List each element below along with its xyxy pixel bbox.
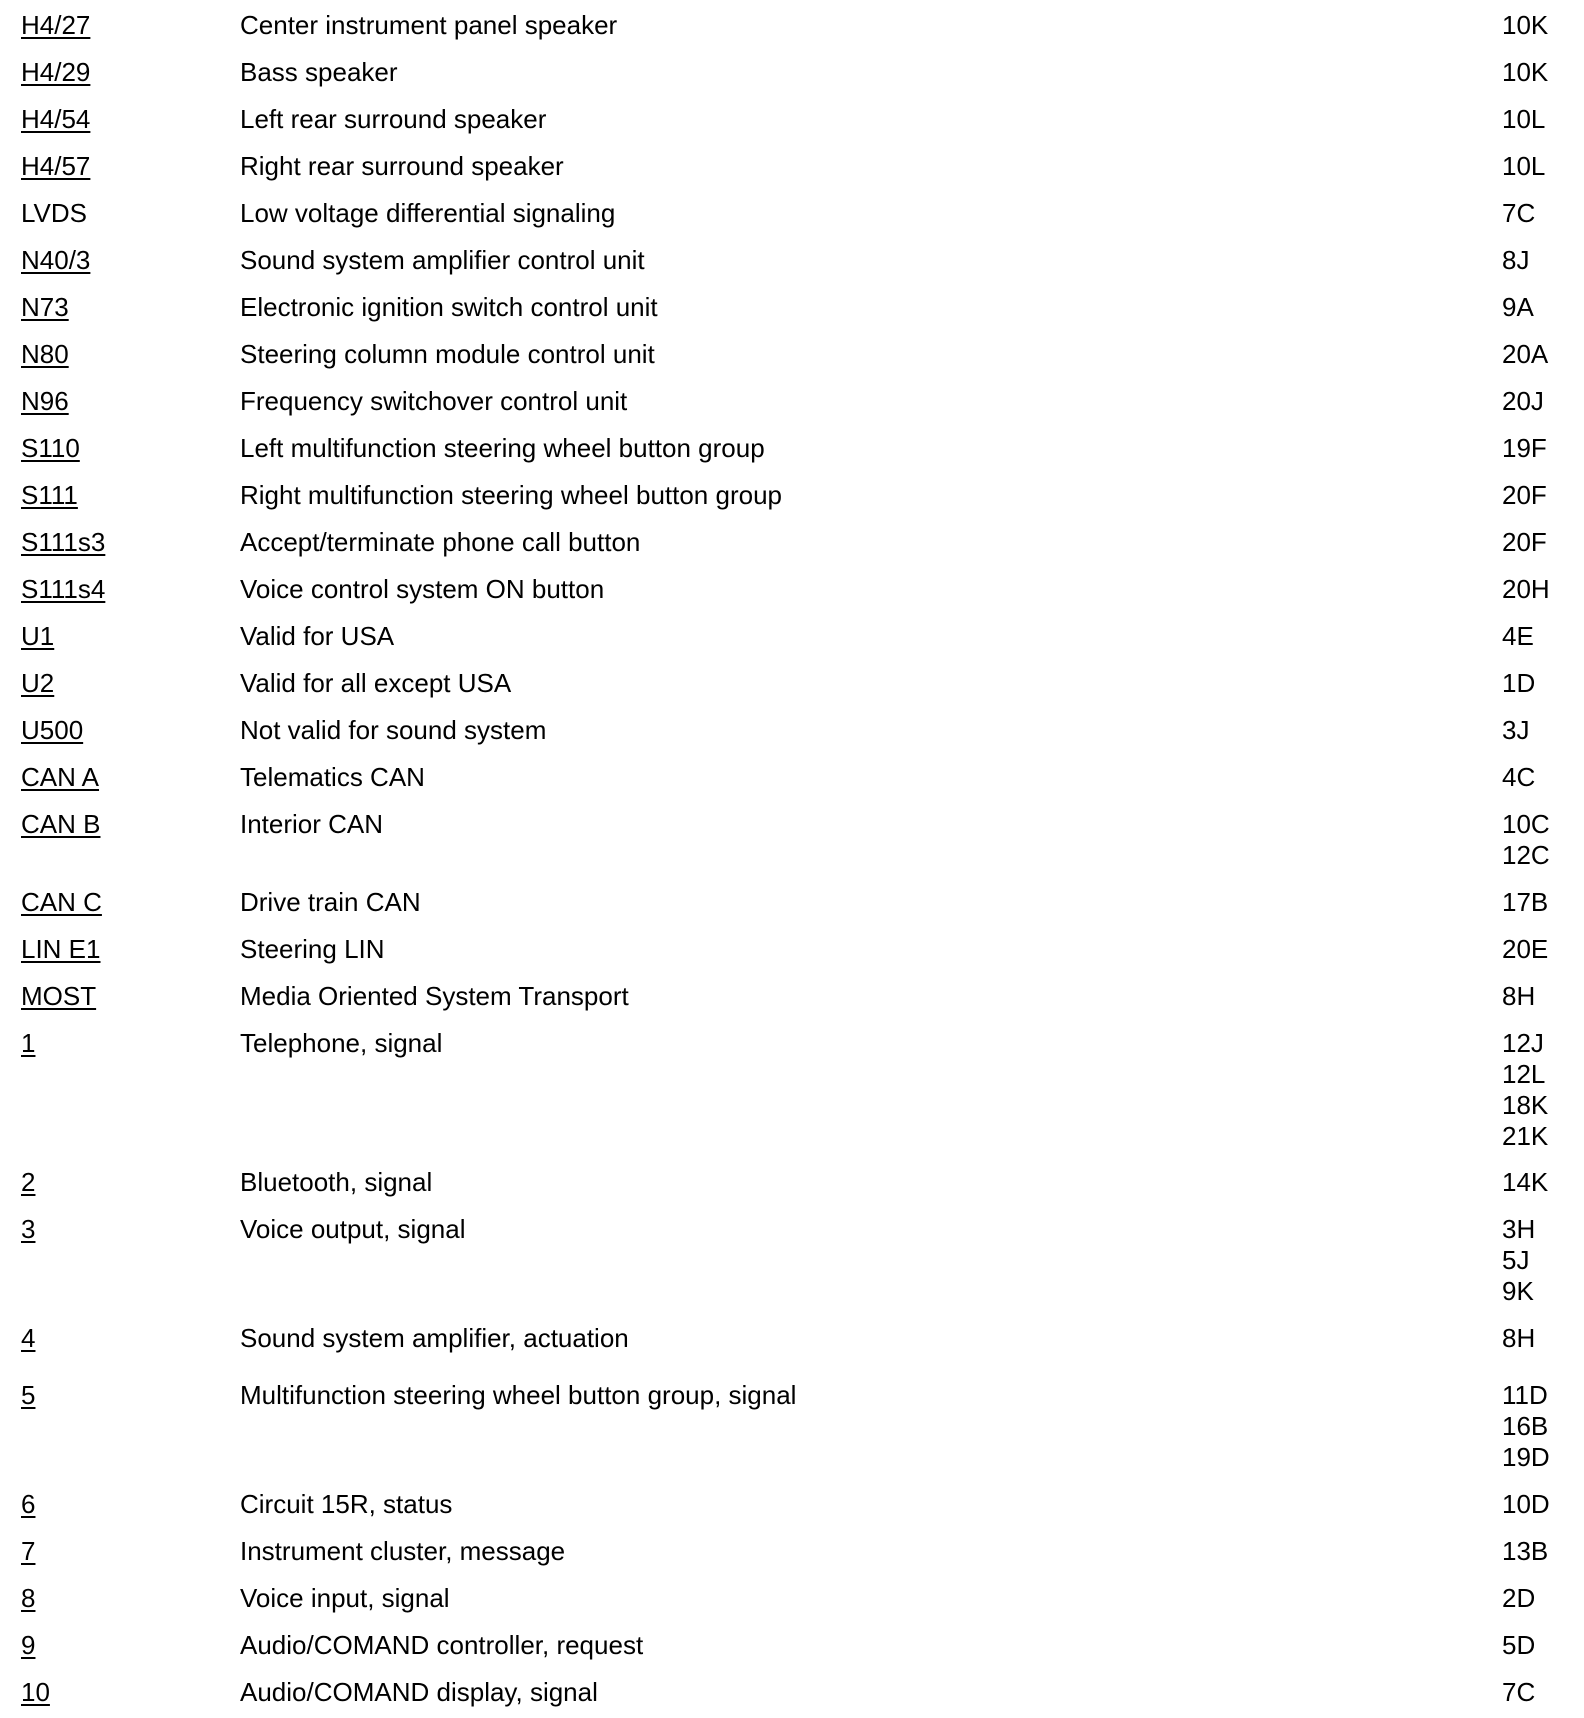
component-code-link[interactable]: N96 bbox=[21, 386, 69, 416]
grid-references bbox=[1502, 1028, 1548, 1152]
grid-reference: 4E bbox=[1502, 621, 1534, 651]
component-description: Bluetooth, signal bbox=[240, 1167, 433, 1197]
component-code-link[interactable]: H4/29 bbox=[21, 57, 91, 87]
grid-reference: 12J bbox=[1502, 1028, 1544, 1058]
component-code-link[interactable]: U2 bbox=[21, 668, 55, 698]
component-code-link[interactable]: S111 bbox=[21, 480, 78, 510]
component-description: Electronic ignition switch control unit bbox=[240, 292, 658, 322]
grid-references bbox=[1502, 1536, 1548, 1567]
grid-reference: 20J bbox=[1502, 386, 1544, 416]
grid-reference: 4C bbox=[1502, 762, 1536, 792]
component-code-link[interactable]: N80 bbox=[21, 339, 69, 369]
component-description: Valid for all except USA bbox=[240, 668, 512, 698]
component-description: Accept/terminate phone call button bbox=[240, 527, 641, 557]
grid-reference: 3J bbox=[1502, 715, 1530, 745]
grid-reference: 9A bbox=[1502, 292, 1534, 322]
grid-reference: 20H bbox=[1502, 574, 1550, 604]
component-code-link[interactable]: 7 bbox=[21, 1536, 36, 1566]
component-description: Left rear surround speaker bbox=[240, 104, 547, 134]
component-description: Sound system amplifier control unit bbox=[240, 245, 645, 275]
component-description: Interior CAN bbox=[240, 809, 384, 839]
component-description: Right multifunction steering wheel button group bbox=[240, 480, 782, 510]
component-code-link[interactable]: S111s4 bbox=[21, 574, 106, 604]
grid-reference: 7C bbox=[1502, 1677, 1536, 1707]
component-description: Telephone, signal bbox=[240, 1028, 443, 1058]
component-description: Bass speaker bbox=[240, 57, 398, 87]
component-code-link[interactable]: H4/54 bbox=[21, 104, 91, 134]
grid-references bbox=[1502, 1323, 1535, 1354]
component-code-link[interactable]: S111s3 bbox=[21, 527, 106, 557]
grid-reference: 21K bbox=[1502, 1121, 1549, 1151]
component-description: Voice control system ON button bbox=[240, 574, 605, 604]
grid-references bbox=[1502, 1214, 1535, 1307]
component-description: Media Oriented System Transport bbox=[240, 981, 629, 1011]
component-description: Voice input, signal bbox=[240, 1583, 450, 1613]
component-code-link[interactable]: 10 bbox=[21, 1677, 50, 1707]
component-code-link[interactable]: LIN E1 bbox=[21, 934, 101, 964]
grid-reference: 5D bbox=[1502, 1630, 1536, 1660]
component-code: LVDS bbox=[21, 198, 87, 228]
grid-reference: 10D bbox=[1502, 1489, 1550, 1519]
component-code-link[interactable]: 6 bbox=[21, 1489, 36, 1519]
component-description: Circuit 15R, status bbox=[240, 1489, 453, 1519]
grid-reference: 10C bbox=[1502, 809, 1550, 839]
component-description: Steering column module control unit bbox=[240, 339, 655, 369]
grid-reference: 18K bbox=[1502, 1090, 1549, 1120]
component-code-link[interactable]: H4/27 bbox=[21, 10, 91, 40]
grid-references bbox=[1502, 57, 1548, 88]
component-code-link[interactable]: CAN A bbox=[21, 762, 100, 792]
grid-reference: 16B bbox=[1502, 1411, 1549, 1441]
grid-reference: 10K bbox=[1502, 57, 1549, 87]
grid-references bbox=[1502, 668, 1535, 699]
grid-reference: 10K bbox=[1502, 10, 1549, 40]
grid-reference: 12L bbox=[1502, 1059, 1546, 1089]
grid-reference: 8H bbox=[1502, 1323, 1536, 1353]
grid-references bbox=[1502, 621, 1534, 652]
component-code-link[interactable]: 3 bbox=[21, 1214, 36, 1244]
grid-reference: 11D bbox=[1502, 1380, 1548, 1410]
component-code-link[interactable]: MOST bbox=[21, 981, 97, 1011]
grid-reference: 1D bbox=[1502, 668, 1536, 698]
grid-references bbox=[1502, 104, 1545, 135]
grid-references bbox=[1502, 809, 1550, 871]
grid-references bbox=[1502, 433, 1547, 464]
component-description: Audio/COMAND controller, request bbox=[240, 1630, 644, 1660]
grid-reference: 9K bbox=[1502, 1276, 1534, 1306]
grid-reference: 20A bbox=[1502, 339, 1549, 369]
component-code-link[interactable]: 5 bbox=[21, 1380, 36, 1410]
grid-reference: 19F bbox=[1502, 433, 1547, 463]
grid-reference: 17B bbox=[1502, 887, 1549, 917]
component-code-link[interactable]: H4/57 bbox=[21, 151, 91, 181]
grid-references bbox=[1502, 934, 1548, 965]
grid-reference: 8H bbox=[1502, 981, 1536, 1011]
component-description: Steering LIN bbox=[240, 934, 385, 964]
component-description: Valid for USA bbox=[240, 621, 395, 651]
grid-references bbox=[1502, 10, 1548, 41]
grid-reference: 20F bbox=[1502, 527, 1547, 557]
grid-references bbox=[1502, 1380, 1550, 1473]
component-description: Not valid for sound system bbox=[240, 715, 547, 745]
component-code-link[interactable]: 2 bbox=[21, 1167, 36, 1197]
grid-references bbox=[1502, 981, 1535, 1012]
grid-references bbox=[1502, 887, 1548, 918]
grid-reference: 3H bbox=[1502, 1214, 1536, 1244]
component-description: Low voltage differential signaling bbox=[240, 198, 616, 228]
component-code-link[interactable]: 8 bbox=[21, 1583, 36, 1613]
component-description: Center instrument panel speaker bbox=[240, 10, 618, 40]
grid-references bbox=[1502, 339, 1548, 370]
grid-references bbox=[1502, 1489, 1550, 1520]
grid-references bbox=[1502, 198, 1535, 229]
grid-references bbox=[1502, 245, 1529, 276]
component-code-link[interactable]: N40/3 bbox=[21, 245, 91, 275]
component-description: Drive train CAN bbox=[240, 887, 421, 917]
component-description: Multifunction steering wheel button group, signal bbox=[240, 1380, 797, 1410]
component-code-link[interactable]: N73 bbox=[21, 292, 69, 322]
grid-reference: 10L bbox=[1502, 151, 1546, 181]
grid-references bbox=[1502, 527, 1547, 558]
grid-reference: 7C bbox=[1502, 198, 1536, 228]
component-code-link[interactable]: 9 bbox=[21, 1630, 36, 1660]
grid-reference: 10L bbox=[1502, 104, 1546, 134]
grid-references bbox=[1502, 292, 1534, 323]
grid-references bbox=[1502, 151, 1545, 182]
component-description: Frequency switchover control unit bbox=[240, 386, 628, 416]
grid-references bbox=[1502, 1583, 1535, 1614]
grid-reference: 8J bbox=[1502, 245, 1530, 275]
grid-reference: 5J bbox=[1502, 1245, 1530, 1275]
grid-reference: 12C bbox=[1502, 840, 1550, 870]
grid-reference: 14K bbox=[1502, 1167, 1549, 1197]
grid-references bbox=[1502, 1167, 1548, 1198]
grid-reference: 13B bbox=[1502, 1536, 1549, 1566]
component-description: Instrument cluster, message bbox=[240, 1536, 566, 1566]
component-description: Right rear surround speaker bbox=[240, 151, 564, 181]
grid-references bbox=[1502, 480, 1547, 511]
grid-references bbox=[1502, 386, 1544, 417]
grid-references bbox=[1502, 1677, 1535, 1708]
component-code-link[interactable]: U1 bbox=[21, 621, 55, 651]
component-description: Audio/COMAND display, signal bbox=[240, 1677, 598, 1707]
component-code-link[interactable]: 1 bbox=[21, 1028, 36, 1058]
component-code-link[interactable]: 4 bbox=[21, 1323, 36, 1353]
component-description: Voice output, signal bbox=[240, 1214, 466, 1244]
component-description: Telematics CAN bbox=[240, 762, 425, 792]
component-code-link[interactable]: CAN C bbox=[21, 887, 102, 917]
grid-references bbox=[1502, 762, 1535, 793]
component-code-link[interactable]: CAN B bbox=[21, 809, 101, 839]
grid-reference: 2D bbox=[1502, 1583, 1536, 1613]
grid-references bbox=[1502, 715, 1529, 746]
component-code-link[interactable]: U500 bbox=[21, 715, 84, 745]
component-description: Sound system amplifier, actuation bbox=[240, 1323, 629, 1353]
component-code-link[interactable]: S110 bbox=[21, 433, 80, 463]
grid-reference: 20F bbox=[1502, 480, 1547, 510]
grid-references bbox=[1502, 1630, 1535, 1661]
component-description: Left multifunction steering wheel button group bbox=[240, 433, 765, 463]
grid-reference: 20E bbox=[1502, 934, 1549, 964]
grid-reference: 19D bbox=[1502, 1442, 1550, 1472]
grid-references bbox=[1502, 574, 1550, 605]
